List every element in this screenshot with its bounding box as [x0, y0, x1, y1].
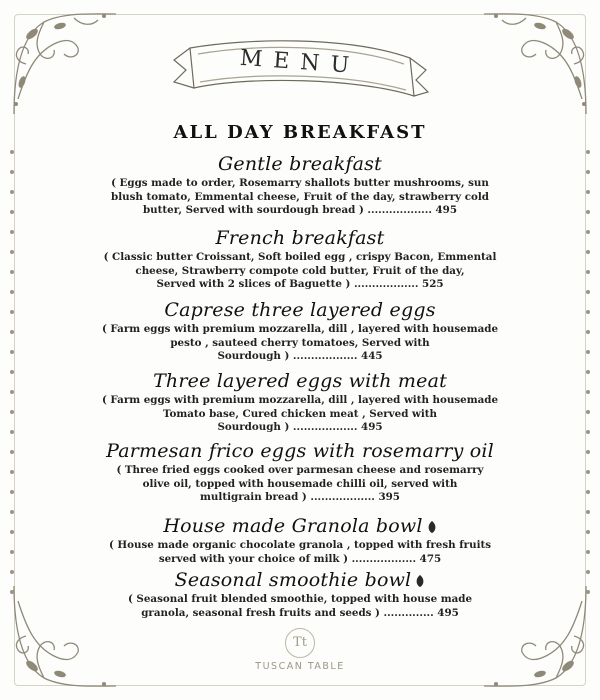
description-line: ( Farm eggs with premium mozzarella, dill , layered with housemade [101, 323, 499, 335]
description-line: blush tomato, Emmental cheese, Fruit of the day, strawberry cold [111, 190, 489, 203]
item-name: House made Granola bowl [163, 515, 423, 537]
description-line: ( Classic butter Croissant, Soft boiled egg , crispy Bacon, Emmental [103, 251, 497, 263]
menu-item [60, 298, 540, 364]
section-title: ALL DAY BREAKFAST [173, 122, 427, 143]
description-line: granola, seasonal fresh fruits and seeds ) .............. 495 [141, 606, 459, 619]
logo-name: TUSCAN TABLE [255, 661, 345, 672]
menu-item [60, 369, 540, 435]
leaf-icon [415, 575, 425, 587]
item-name: French breakfast [215, 227, 385, 249]
description-line: ( Eggs made to order, Rosemarry shallots butter mushrooms, sun [111, 177, 489, 189]
menu-item [60, 152, 540, 218]
description-line: Sourdough ) .................. 445 [217, 350, 383, 362]
item-name: Parmesan frico eggs with rosemarry oil [106, 440, 494, 462]
description-line: ( Three fried eggs cooked over parmesan cheese and rosemarry [116, 464, 484, 476]
item-description [60, 539, 540, 566]
item-name: Three layered eggs with meat [153, 370, 447, 392]
item-description [60, 464, 540, 505]
left-dot-ornament [8, 150, 16, 610]
tuscan-table-logo [250, 628, 350, 672]
description-line: cheese, Strawberry compote cold butter, Fruit of the day, [135, 264, 465, 277]
menu-item [60, 514, 540, 566]
item-description [60, 177, 540, 218]
item-name-row [60, 568, 540, 592]
item-name: Caprese three layered eggs [164, 299, 436, 321]
description-line: Sourdough ) .................. 495 [217, 421, 383, 433]
description-line: multigrain bread ) .................. 395 [200, 491, 400, 503]
description-line: butter, Served with sourdough bread ) .................. 495 [142, 204, 458, 216]
item-description [60, 251, 540, 292]
item-description [60, 593, 540, 620]
description-line: ( Farm eggs with premium mozzarella, dill , layered with housemade [101, 394, 499, 406]
item-name: Seasonal smoothie bowl [174, 569, 412, 591]
right-dot-ornament [584, 150, 592, 610]
corner-ornament-top-right [476, 4, 596, 124]
item-name-row [60, 514, 540, 538]
logo-monogram: Tt [285, 628, 315, 658]
menu-item [60, 439, 540, 505]
leaf-icon [427, 521, 437, 533]
item-name: Gentle breakfast [218, 153, 382, 175]
description-line: Served with 2 slices of Baguette ) .................. 525 [156, 278, 444, 290]
item-description [60, 323, 540, 364]
description-line: olive oil, topped with housemade chilli oil, served with [142, 477, 458, 490]
description-line: ( House made organic chocolate granola , topped with fresh fruits [108, 539, 492, 551]
description-line: Tomato base, Cured chicken meat , Served with [162, 407, 438, 420]
description-line: pesto , sauteed cherry tomatoes, Served with [170, 336, 430, 349]
menu-item [60, 568, 540, 620]
description-line: ( Seasonal fruit blended smoothie, topped with house made [127, 593, 473, 605]
corner-ornament-top-left [4, 4, 124, 124]
menu-item [60, 226, 540, 292]
description-line: served with your choice of milk ) .................. 475 [158, 552, 442, 565]
item-description [60, 394, 540, 435]
menu-banner-text: MENU [239, 45, 361, 80]
